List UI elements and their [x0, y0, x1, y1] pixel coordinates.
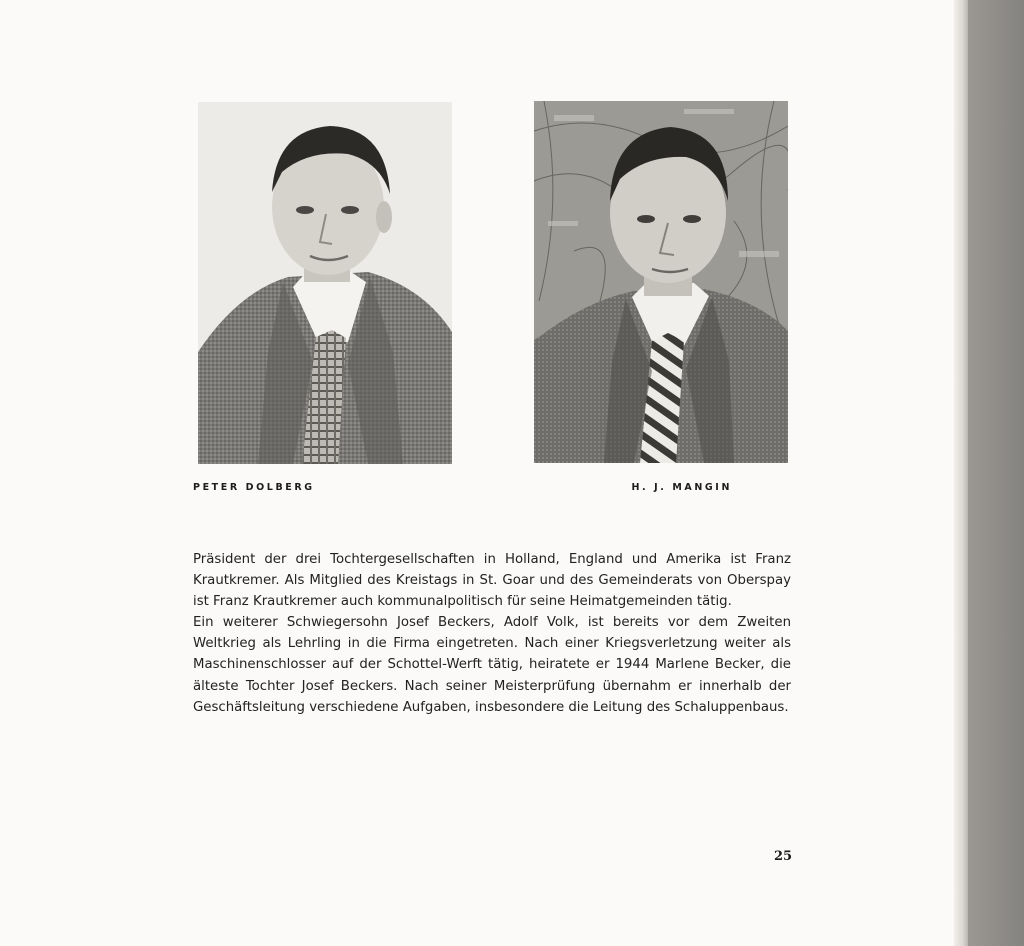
portrait-illustration — [534, 101, 788, 463]
page-edge — [954, 0, 968, 946]
paragraph: Präsident der drei Tochtergesellschaften in Holland, England und Amerika ist Franz Krautkremer. Als Mitglied des Kreistags in St. Goar und des Gemeinderats von Oberspay ist Franz Krautkremer auch kommunalpolitisch für seine Heimatgemeinden tätig. — [193, 552, 791, 610]
paragraph: Ein weiterer Schwiegersohn Josef Beckers, Adolf Volk, ist bereits vor dem Zweiten Weltkrieg als Lehrling in die Firma eingetreten. Nach einer Kriegsverletzung weiter als Maschinenschlosser auf der Schottel-Werft tätig, heiratete er 1944 Marlene Becker, die älteste Tochter Josef Beckers. Nach seiner Meisterprüfung übernahm er innerhalb der Geschäftsleitung verschiedene Aufgaben, insbesondere die Leitung des Schaluppenbaus. — [193, 615, 791, 715]
portrait-photo-hj-mangin — [534, 101, 788, 463]
body-text — [193, 549, 791, 718]
photo-caption: H. J. MANGIN — [631, 482, 732, 493]
portrait-illustration — [198, 102, 452, 464]
photo-caption: PETER DOLBERG — [193, 482, 315, 493]
portrait-photo-peter-dolberg — [198, 102, 452, 464]
background-shadow — [968, 0, 1024, 946]
page-number: 25 — [774, 849, 793, 864]
